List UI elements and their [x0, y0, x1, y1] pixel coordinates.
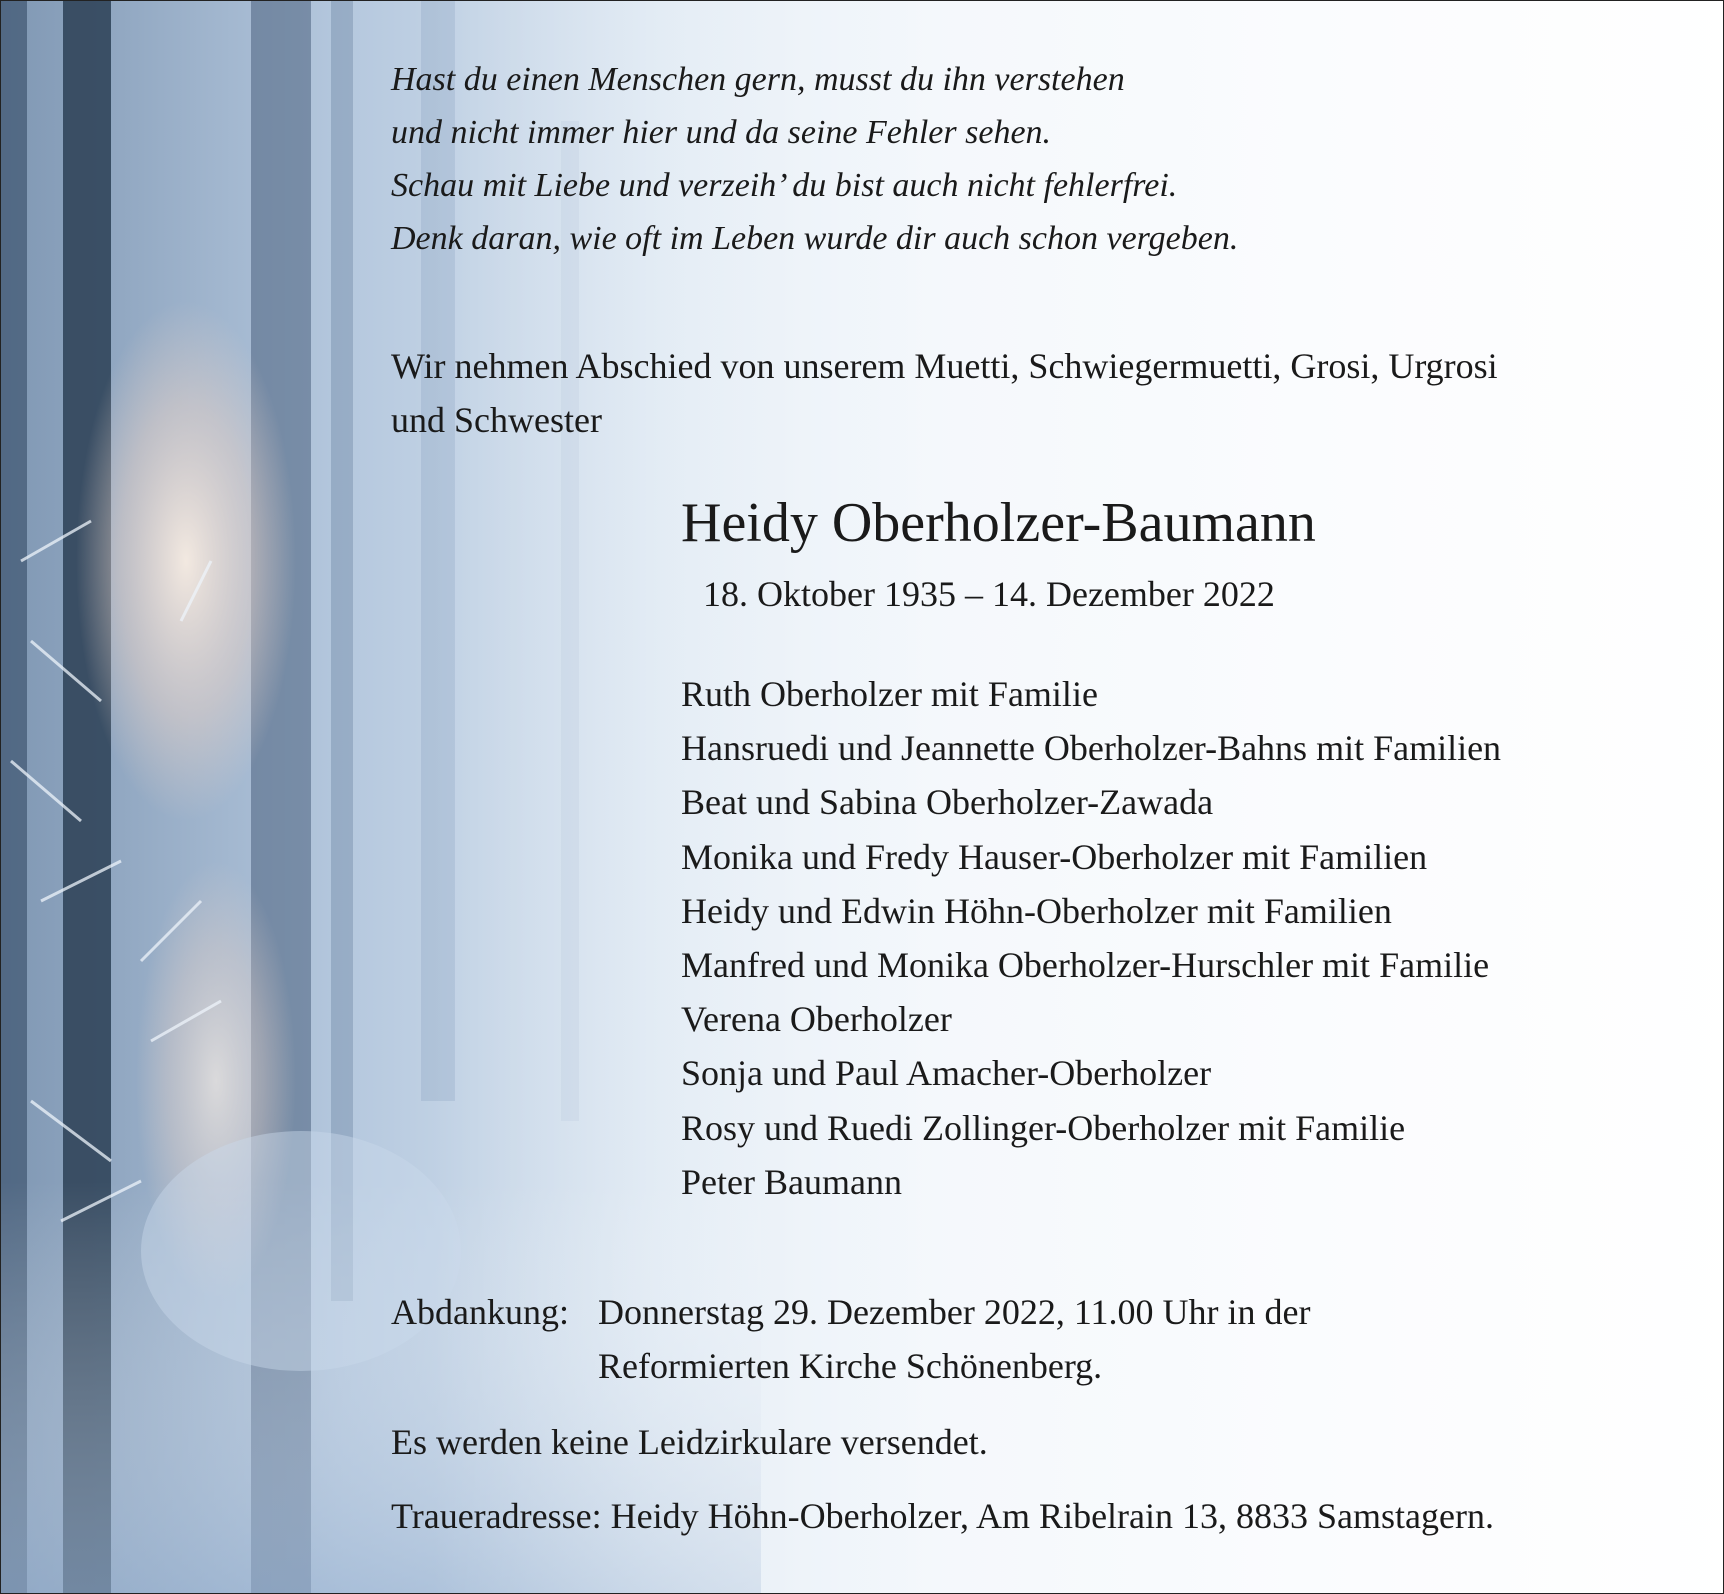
poem-line: Denk daran, wie oft im Leben wurde dir auch schon vergeben.: [391, 220, 1239, 257]
service-label: Abdankung:: [391, 1292, 569, 1332]
circular-note: Es werden keine Leidzirkulare versendet.: [391, 1422, 988, 1462]
mourner-entry: Peter Baumann: [681, 1161, 902, 1202]
obituary-text: [1, 1, 1723, 1593]
mourner-entry: Verena Oberholzer: [681, 999, 952, 1040]
poem-line: Schau mit Liebe und verzeih’ du bist auch nicht fehlerfrei.: [391, 167, 1178, 204]
mourner-entry: Heidy und Edwin Höhn-Oberholzer mit Familien: [681, 890, 1392, 931]
life-dates: 18. Oktober 1935 – 14. Dezember 2022: [703, 574, 1275, 614]
mourner-entry: Hansruedi und Jeannette Oberholzer-Bahns mit Familien: [681, 728, 1502, 769]
poem: [391, 53, 1238, 265]
funeral-service: [391, 1285, 1310, 1393]
service-details: Donnerstag 29. Dezember 2022, 11.00 Uhr in der: [598, 1292, 1311, 1332]
mourning-address: Traueradresse: Heidy Höhn-Oberholzer, Am Ribelrain 13, 8833 Samstagern.: [391, 1496, 1494, 1536]
mourner-entry: Beat und Sabina Oberholzer-Zawada: [681, 782, 1214, 823]
mourner-entry: Monika und Fredy Hauser-Oberholzer mit Familien: [681, 836, 1428, 877]
mourners-list: [681, 667, 1501, 1209]
service-location: Reformierten Kirche Schönenberg.: [598, 1346, 1103, 1386]
deceased-name: Heidy Oberholzer-Baumann: [681, 492, 1316, 554]
farewell-intro: [391, 339, 1498, 447]
intro-line: Wir nehmen Abschied von unserem Muetti, Schwiegermuetti, Grosi, Urgrosi: [391, 346, 1498, 386]
intro-line: und Schwester: [391, 400, 602, 440]
mourner-entry: Rosy und Ruedi Zollinger-Oberholzer mit Familie: [681, 1107, 1406, 1148]
mourner-entry: Manfred und Monika Oberholzer-Hurschler mit Familie: [681, 945, 1490, 986]
mourner-entry: Ruth Oberholzer mit Familie: [681, 674, 1098, 714]
poem-line: und nicht immer hier und da seine Fehler sehen.: [391, 114, 1052, 151]
poem-line: Hast du einen Menschen gern, musst du ihn verstehen: [391, 61, 1125, 98]
mourner-entry: Sonja und Paul Amacher-Oberholzer: [681, 1053, 1212, 1094]
